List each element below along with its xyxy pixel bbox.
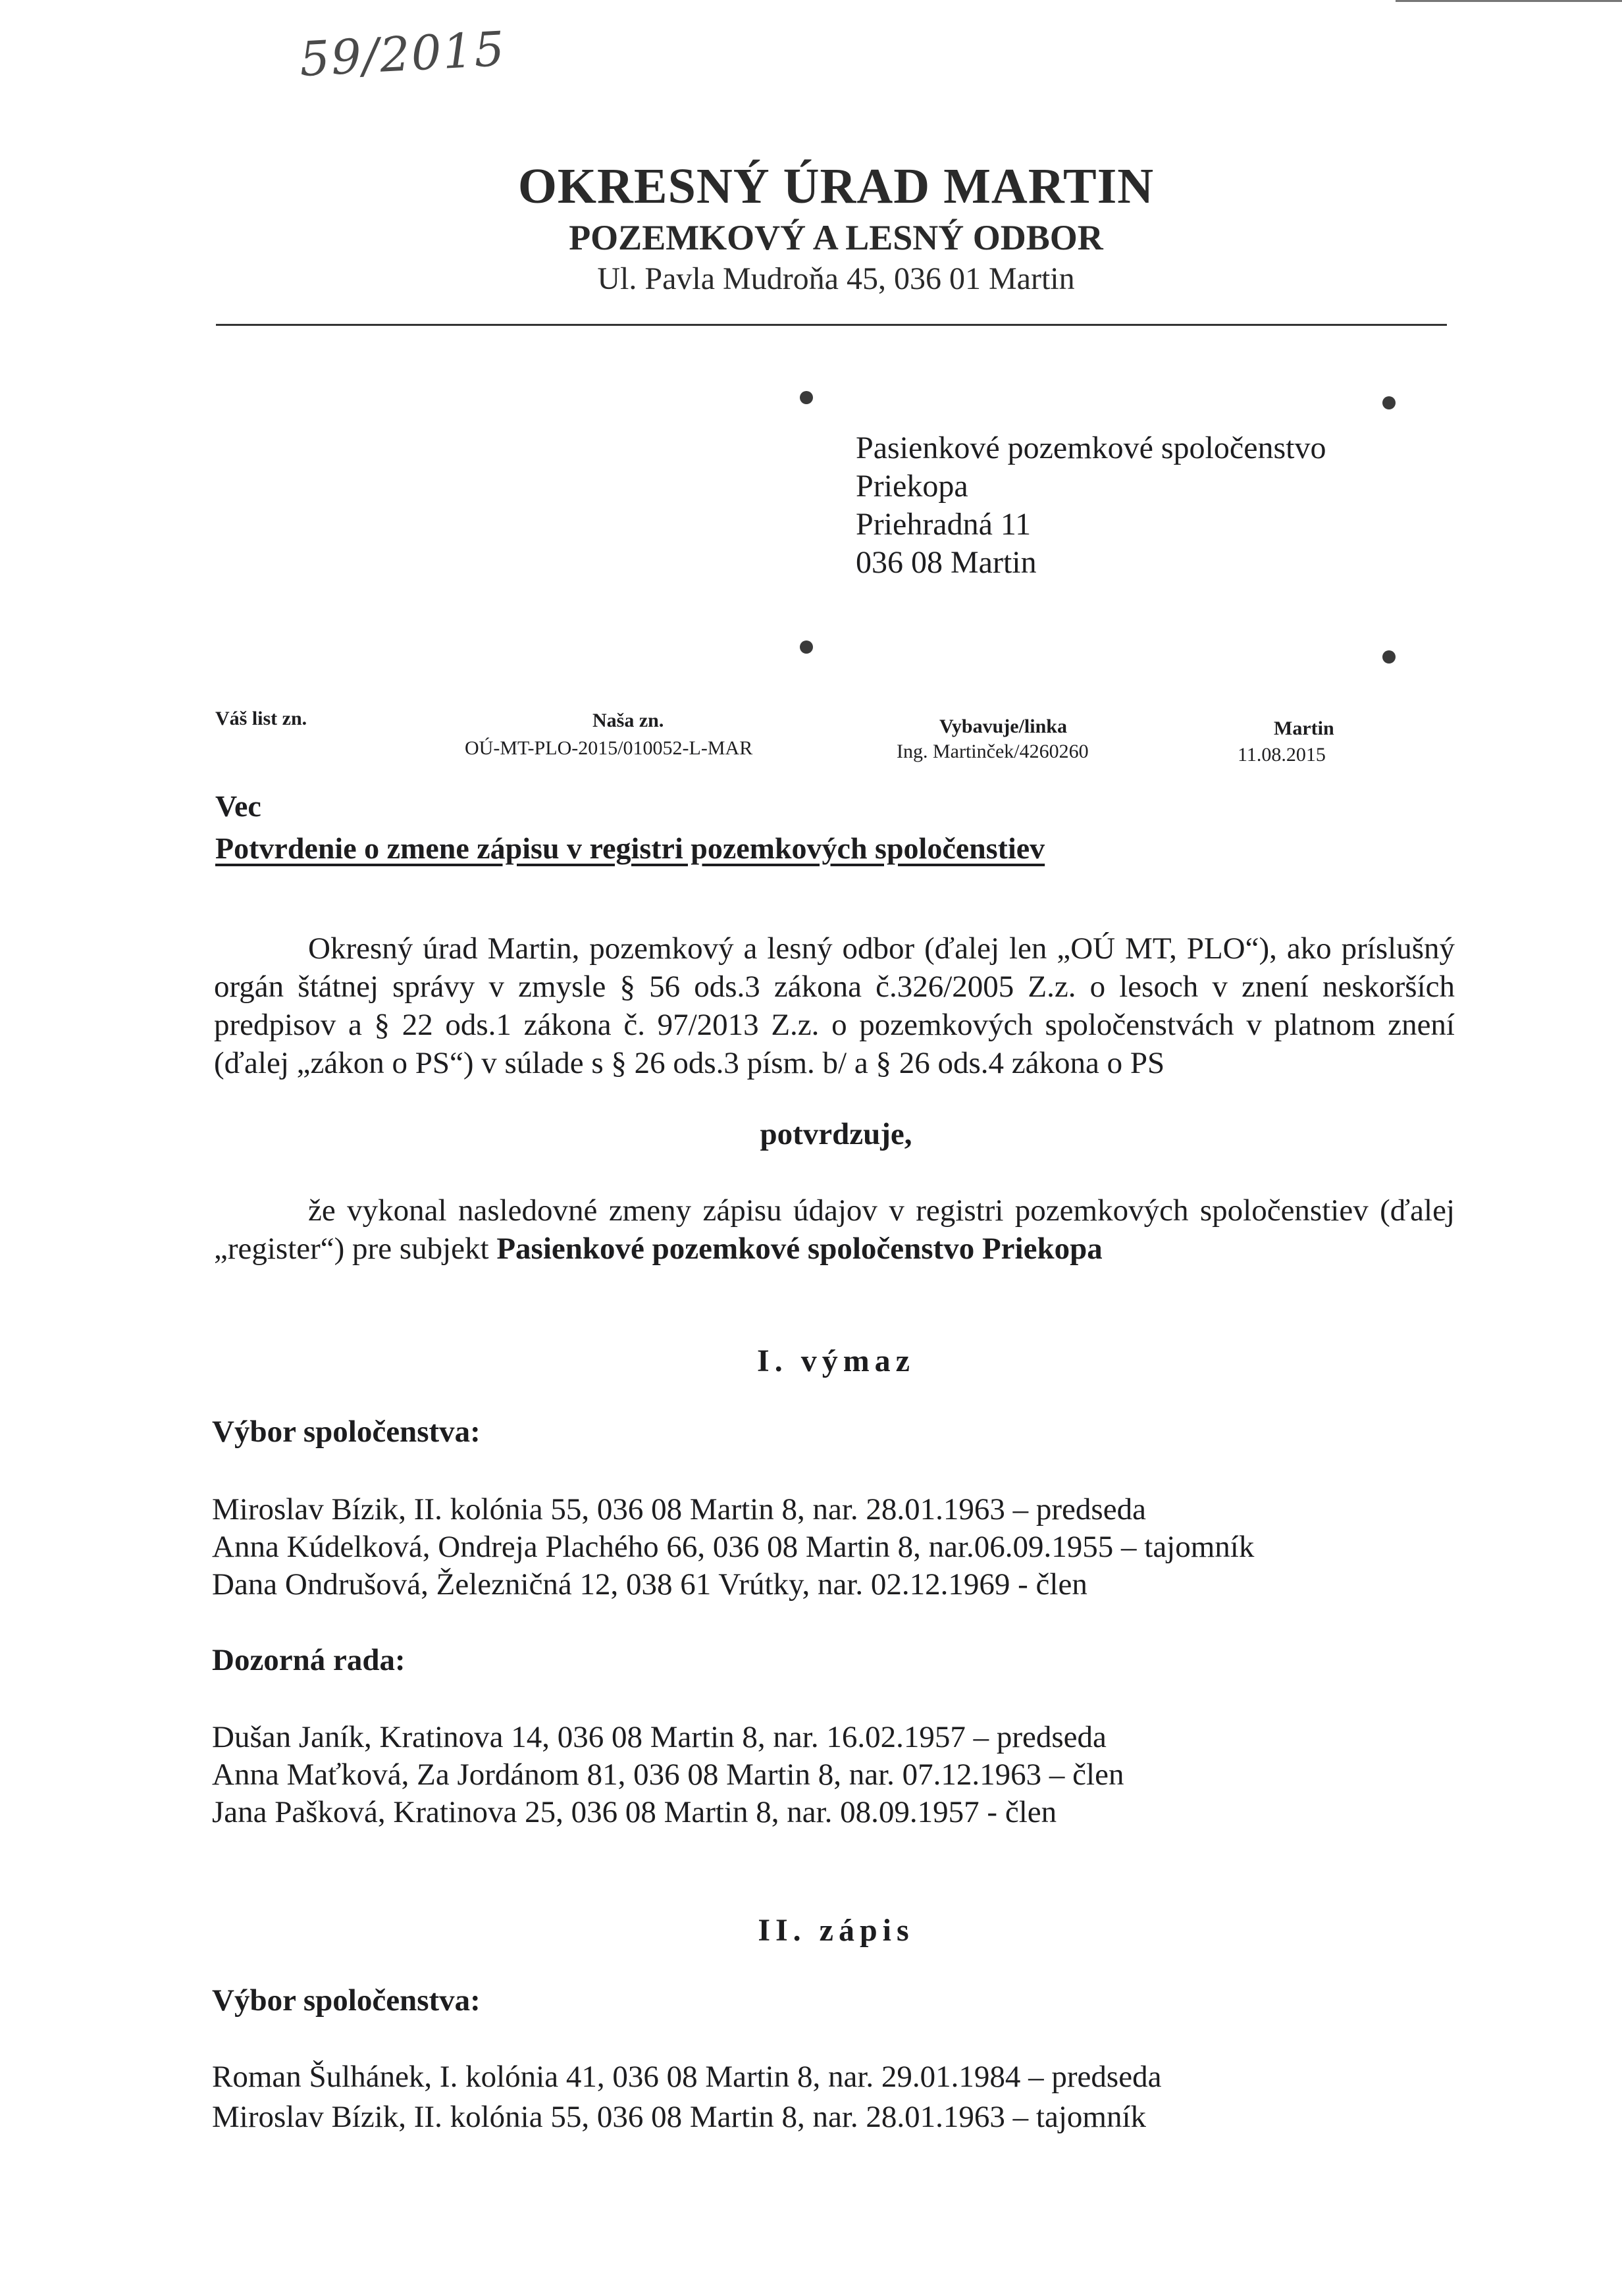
- list-item: Anna Kúdelková, Ondreja Plachého 66, 036 08 Martin 8, nar.06.09.1955 – tajomník: [212, 1530, 1255, 1564]
- list-item: Anna Maťková, Za Jordánom 81, 036 08 Martin 8, nar. 07.12.1963 – člen: [212, 1758, 1124, 1792]
- recipient-line: 036 08 Martin: [856, 545, 1037, 580]
- section-entry-title: II. zápis: [758, 1913, 914, 1948]
- subject-title: Potvrdenie o zmene zápisu v registri pozemkových spoločenstiev: [215, 831, 1045, 865]
- list-item: Miroslav Bízik, II. kolónia 55, 036 08 Martin 8, nar. 28.01.1963 – predseda: [212, 1492, 1146, 1526]
- our-ref-value: OÚ-MT-PLO-2015/010052-L-MAR: [465, 737, 753, 759]
- handwritten-note: 59/2015: [298, 20, 508, 88]
- place-label: Martin: [1274, 718, 1334, 739]
- statement-paragraph: [214, 1191, 1455, 1268]
- list-item: Jana Pašková, Kratinova 25, 036 08 Martin 8, nar. 08.09.1957 - člen: [212, 1795, 1057, 1829]
- scan-edge-line: [1396, 0, 1622, 2]
- window-marker-top-left: [800, 391, 813, 404]
- department-name: POZEMKOVÝ A LESNÝ ODBOR: [569, 218, 1103, 257]
- window-marker-bottom-right: [1382, 650, 1396, 664]
- intro-paragraph: Okresný úrad Martin, pozemkový a lesný odbor (ďalej len „OÚ MT, PLO“), ako príslušný orgán štátnej správy v zmysle § 56 ods.3 zákona č.326/2005 Z.z. o lesoch v znení neskorších predpisov a § 22 ods.1 zákona č. 97/2013 Z.z. o pozemkových spoločenstvách v platnom znení (ďalej „zákon o PS“) v súlade s § 26 ods.3 písm. b/ a § 26 ods.4 zákona o PS: [214, 931, 1455, 1080]
- recipient-line: Priekopa: [856, 469, 968, 504]
- recipient-line: Priehradná 11: [856, 507, 1032, 542]
- header-divider: [216, 324, 1447, 326]
- handler-label: Vybavuje/linka: [939, 716, 1067, 737]
- handler-value: Ing. Martinček/4260260: [897, 741, 1089, 762]
- document-date: 11.08.2015: [1238, 744, 1326, 766]
- confirms-heading: potvrdzuje,: [760, 1117, 912, 1151]
- section-removal-title: I. výmaz: [757, 1344, 915, 1378]
- list-item: Miroslav Bízik, II. kolónia 55, 036 08 Martin 8, nar. 28.01.1963 – tajomník: [212, 2100, 1146, 2134]
- office-name: OKRESNÝ ÚRAD MARTIN: [517, 159, 1155, 214]
- our-ref-label: Naša zn.: [592, 710, 664, 731]
- your-ref-label: Váš list zn.: [215, 708, 307, 729]
- list-item: Dušan Janík, Kratinova 14, 036 08 Martin 8, nar. 16.02.1957 – predseda: [212, 1720, 1107, 1754]
- statement-text: že vykonal nasledovné zmeny zápisu údajov v registri pozemkových spoločenstiev (ďalej „register“) pre subjekt: [214, 1193, 1455, 1266]
- entry-committee-label: Výbor spoločenstva:: [212, 1983, 481, 2018]
- window-marker-bottom-left: [800, 640, 813, 654]
- statement-subject: Pasienkové pozemkové spoločenstvo Priekopa: [496, 1232, 1103, 1266]
- office-address: Ul. Pavla Mudroňa 45, 036 01 Martin: [597, 261, 1075, 296]
- window-marker-top-right: [1382, 396, 1396, 409]
- list-item: Dana Ondrušová, Železničná 12, 038 61 Vrútky, nar. 02.12.1969 - člen: [212, 1567, 1087, 1602]
- removal-committee-label: Výbor spoločenstva:: [212, 1415, 481, 1449]
- subject-label: Vec: [215, 789, 261, 823]
- list-item: Roman Šulhánek, I. kolónia 41, 036 08 Martin 8, nar. 29.01.1984 – predseda: [212, 2060, 1162, 2094]
- recipient-line: Pasienkové pozemkové spoločenstvo: [856, 430, 1326, 465]
- removal-board-label: Dozorná rada:: [212, 1643, 406, 1677]
